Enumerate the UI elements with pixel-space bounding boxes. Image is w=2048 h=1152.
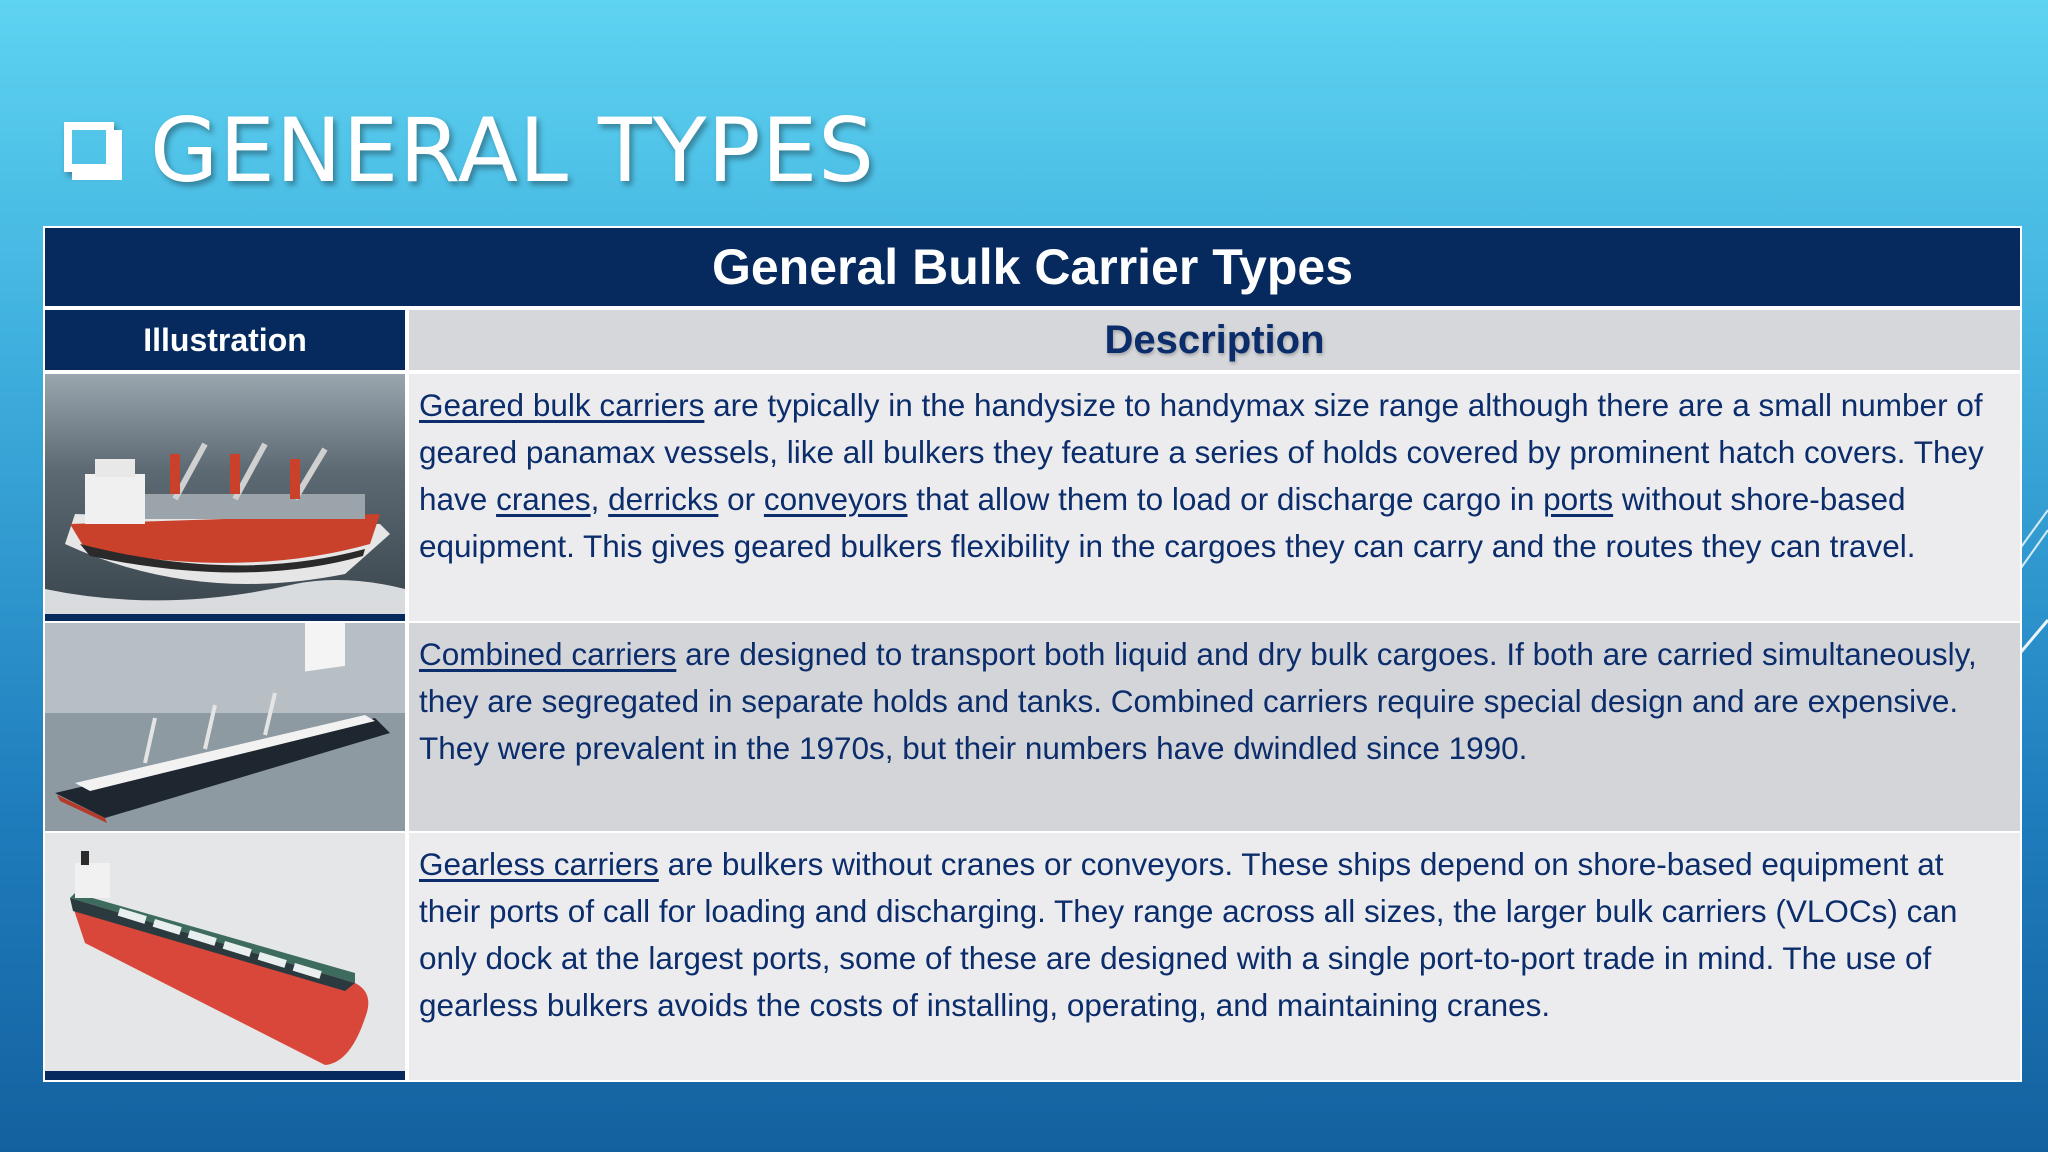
term-link[interactable]: cranes [496,481,591,517]
description-text: , [590,481,609,517]
description-text: or [718,481,764,517]
term-link[interactable]: Combined carriers [419,636,677,672]
term-link[interactable]: conveyors [763,481,908,517]
slide-title [64,98,875,202]
description-text: are bulkers without cranes or conveyors. These ships depend on shore-based equipment at their ports of call for loading and discharging. They range across all sizes, the larger bulk carriers (VLOCs) can only dock at the largest ports, some of these are designed with a single port-to-port trade in mind. The use of gearless bulkers avoids the costs of installing, operating, and maintaining cranes. [419,846,1958,1023]
slide-title-text: GENERAL TYPES [150,98,876,202]
term-link[interactable]: Gearless carriers [419,846,659,882]
bulk-carrier-table [43,226,2022,1082]
term-link[interactable]: derricks [608,481,719,517]
geared-bulk-carrier-photo [45,374,405,621]
combined-carrier-photo [45,623,405,831]
description-text: that allow them to load or discharge cargo in [907,481,1544,517]
geared-carriers-description [409,374,2020,621]
gearless-carrier-render [45,833,405,1080]
checkbox-icon [64,122,114,172]
term-link[interactable]: Geared bulk carriers [419,387,705,423]
gearless-carriers-description [409,833,2020,1080]
combined-carriers-description [409,623,2020,831]
description-text: are typically in the handysize to handymax size range although there are a small number of geared panamax vessels, like all bulkers they feature a series of holds covered by prominent hatch covers. They have [419,387,1984,517]
table-caption: General Bulk Carrier Types [45,228,2020,306]
term-link[interactable]: ports [1543,481,1614,517]
illustration-header: Illustration [45,310,405,370]
description-text: without shore-based equipment. This gives geared bulkers flexibility in the cargoes they can carry and the routes they can travel. [419,481,1916,564]
description-header: Description [409,310,2020,370]
description-text: are designed to transport both liquid and dry bulk cargoes. If both are carried simultaneously, they are segregated in separate holds and tanks. Combined carriers require special design and are expensive. They were prevalent in the 1970s, but their numbers have dwindled since 1990. [419,636,1977,766]
